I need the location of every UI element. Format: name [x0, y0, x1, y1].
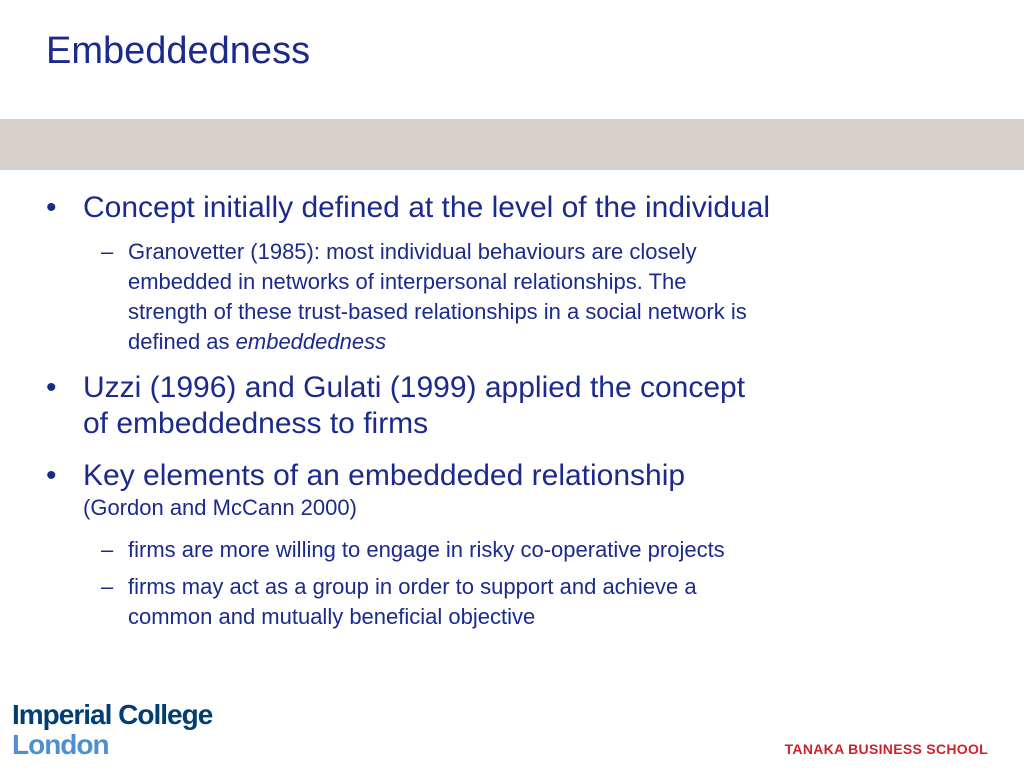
emphasis-term: embeddedness — [235, 329, 387, 354]
bullet-2-line-2: of embeddedness to firms — [83, 407, 429, 440]
bullet-3-text: Key elements of an embeddeded relationship — [83, 459, 686, 492]
sub-bullet-3-1 — [101, 535, 961, 565]
sub-bullet-1-1-line-4-prefix: defined as — [128, 329, 236, 354]
sub-bullet-marker: – — [101, 239, 114, 264]
bullet-3-citation: (Gordon and McCann 2000) — [83, 495, 357, 520]
bullet-3 — [46, 458, 966, 522]
bullet-2 — [46, 370, 966, 442]
bullet-marker: • — [46, 459, 57, 492]
sub-bullet-3-1-line-1: firms are more willing to engage in risky co-operative projects — [128, 537, 725, 562]
sub-bullet-3-2 — [101, 572, 961, 632]
bullet-marker: • — [46, 371, 57, 404]
sub-bullet-marker: – — [101, 574, 114, 599]
tanaka-business-school-logo: TANAKA BUSINESS SCHOOL — [784, 741, 988, 757]
imperial-college-logo — [12, 700, 212, 760]
sub-bullet-3-2-line-1: firms may act as a group in order to support and achieve a — [128, 574, 697, 599]
imperial-logo-line-1: Imperial College — [12, 699, 213, 730]
bullet-1-text: Concept initially defined at the level of the individual — [83, 191, 771, 224]
imperial-logo-line-2: London — [12, 729, 109, 760]
sub-bullet-marker: – — [101, 537, 114, 562]
slide-title: Embeddedness — [46, 30, 311, 72]
bullet-marker: • — [46, 191, 57, 224]
bullet-2-line-1: Uzzi (1996) and Gulati (1999) applied the concept — [83, 371, 746, 404]
sub-bullet-1-1 — [101, 237, 961, 357]
bullet-1 — [46, 190, 966, 226]
sub-bullet-1-1-line-1: Granovetter (1985): most individual behaviours are closely — [128, 239, 697, 264]
sub-bullet-1-1-line-4 — [128, 327, 961, 357]
sub-bullet-1-1-line-3: strength of these trust-based relationships in a social network is — [128, 299, 747, 324]
sub-bullet-3-2-line-2: common and mutually beneficial objective — [128, 604, 536, 629]
sub-bullet-1-1-line-2: embedded in networks of interpersonal relationships. The — [128, 269, 687, 294]
